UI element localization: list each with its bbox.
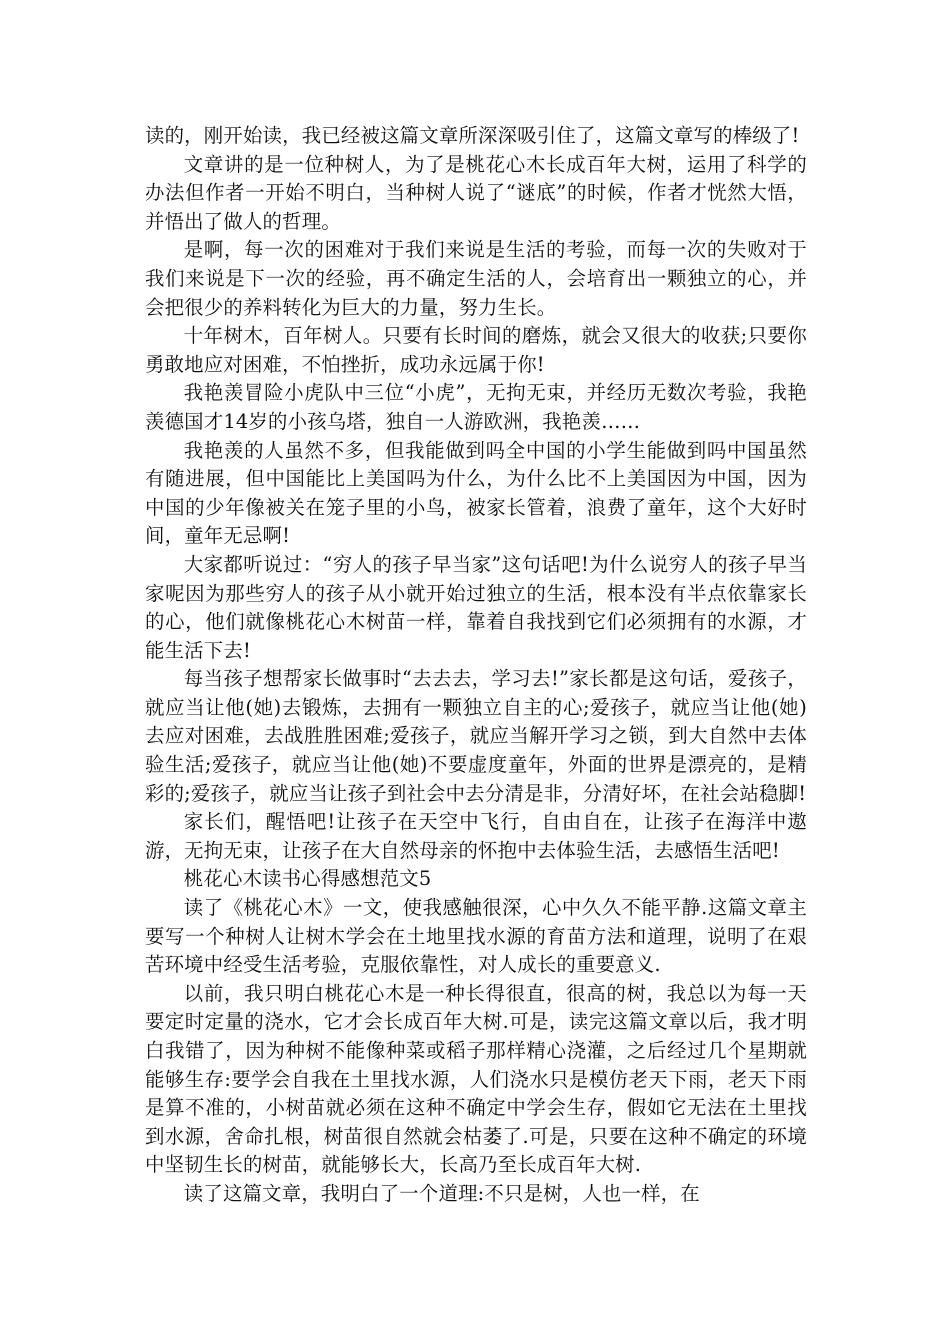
paragraph-6: 我艳羡的人虽然不多，但我能做到吗全中国的小学生能做到吗中国虽然有随进展，但中国能比上美国吗为什么，为什么比不上美国因为中国，因为中国的少年像被关在笼子里的小鸟，被家长管着，浪费了童年，这个大好时间，童年无忌啊! (145, 438, 807, 548)
paragraph-12: 读了这篇文章，我明白了一个道理:不只是树，人也一样，在 (183, 1181, 700, 1205)
paragraph-2: 文章讲的是一位种树人，为了是桃花心木长成百年大树，运用了科学的办法但作者一开始不明白，当种树人说了“谜底”的时候，作者才恍然大悟，并悟出了做人的哲理。 (145, 152, 807, 233)
paragraph-3: 是啊，每一次的困难对于我们来说是生活的考验，而每一次的失败对于我们来说是下一次的经验，再不确定生活的人，会培育出一颗独立的心，并会把很少的养料转化为巨大的力量，努力生长。 (145, 238, 807, 319)
paragraph-5: 我艳羡冒险小虎队中三位“小虎”，无拘无束，并经历无数次考验，我艳羡德国才14岁的小孩乌塔，独自一人游欧洲，我艳羡…… (145, 381, 807, 433)
document-page (145, 122, 807, 1209)
section-heading: 桃花心木读书心得感想范文5 (183, 867, 432, 891)
paragraph-8: 每当孩子想帮家长做事时“去去去，学习去!”家长都是这句话，爱孩子，就应当让他(她)去锻炼，去拥有一颗独立自主的心;爱孩子，就应当让他(她)去应对困难，去战胜胜困难;爱孩子，就应当解开学习之锁，到大自然中去体验生活;爱孩子，就应当让他(她)不要虚度童年，外面的世界是漂亮的，是精彩的;爱孩子，就应当让孩子到社会中去分清是非，分清好坏，在社会站稳脚! (145, 667, 807, 805)
paragraph-9: 家长们，醒悟吧!让孩子在天空中飞行，自由自在，让孩子在海洋中遨游，无拘无束，让孩子在大自然母亲的怀抱中去体验生活，去感悟生活吧! (145, 810, 807, 862)
paragraph-10: 读了《桃花心木》一文，使我感触很深，心中久久不能平静.这篇文章主要写一个种树人让树木学会在土地里找水源的育苗方法和道理，说明了在艰苦环境中经受生活考验，克服依靠性，对人成长的重要意义. (145, 896, 807, 977)
paragraph-7: 大家都听说过：“穷人的孩子早当家”这句话吧!为什么说穷人的孩子早当家呢因为那些穷人的孩子从小就开始过独立的生活，根本没有半点依靠家长的心，他们就像桃花心木树苗一样，靠着自我找到它们必须拥有的水源，才能生活下去! (145, 552, 807, 662)
paragraph-4: 十年树木，百年树人。只要有长时间的磨炼，就会又很大的收获;只要你勇敢地应对困难，不怕挫折，成功永远属于你! (145, 324, 807, 376)
paragraph-11: 以前，我只明白桃花心木是一种长得很直，很高的树，我总以为每一天要定时定量的浇水，它才会长成百年大树.可是，读完这篇文章以后，我才明白我错了，因为种树不能像种菜或稻子那样精心浇灌，之后经过几个星期就能够生存:要学会自我在土里找水源，人们浇水只是模仿老天下雨，老天下雨是算不准的，小树苗就必须在这种不确定中学会生存，假如它无法在土里找到水源，舍命扎根，树苗很自然就会枯萎了.可是，只要在这种不确定的环境中坚韧生长的树苗，就能够长大，长高乃至长成百年大树. (145, 981, 807, 1177)
paragraph-1: 读的，刚开始读，我已经被这篇文章所深深吸引住了，这篇文章写的棒级了! (145, 124, 800, 147)
